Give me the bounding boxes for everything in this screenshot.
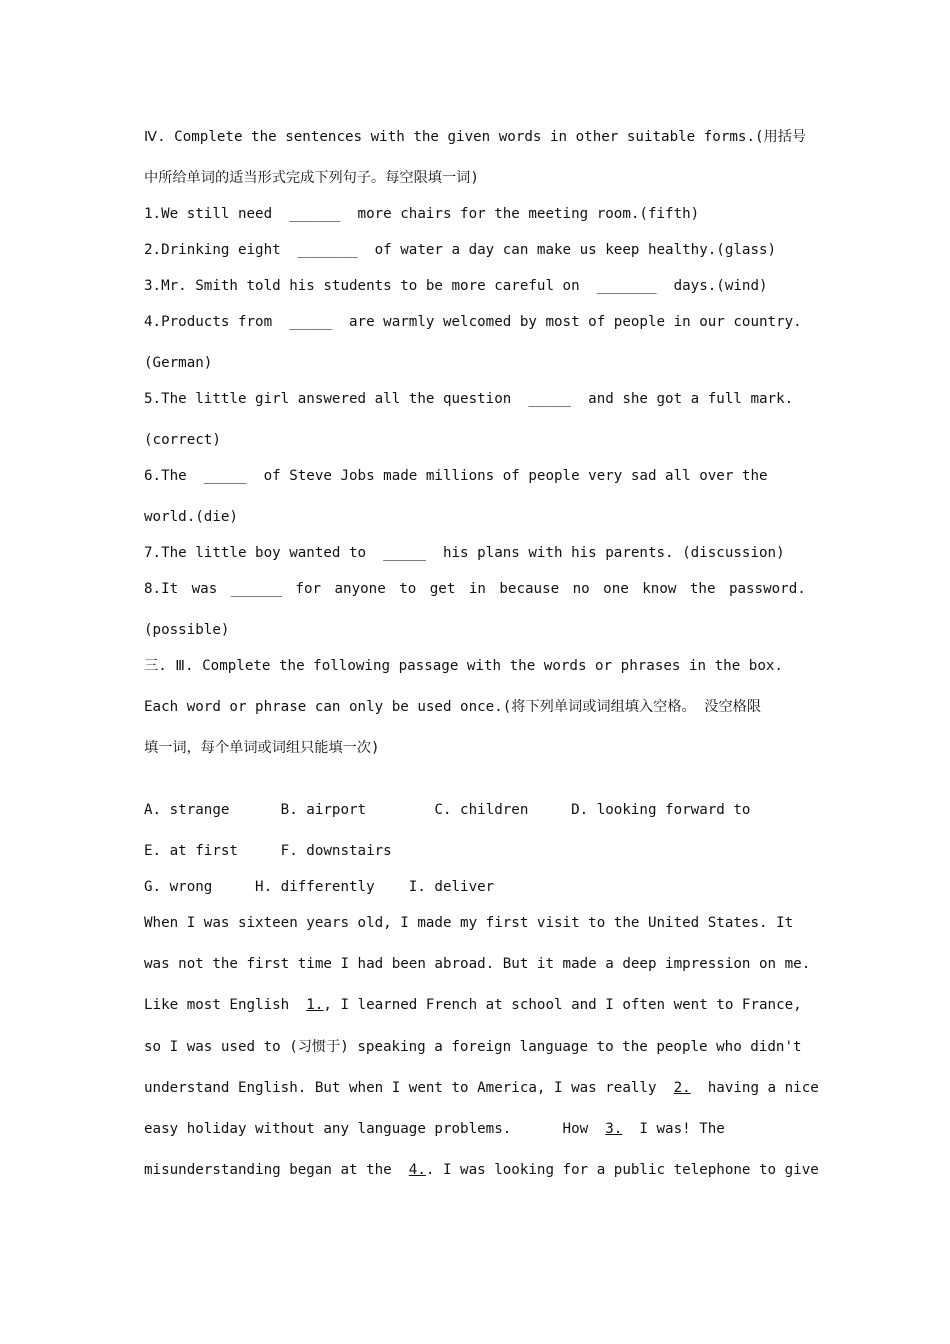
passage-text: having a nice [690, 1080, 819, 1096]
question-4: 4.Products from _____ are warmly welcomed by most of people in our country. [144, 314, 802, 330]
q8-word: because [499, 581, 560, 597]
q8-word: 8.It [144, 581, 179, 597]
blank-4: 4. [408, 1162, 426, 1178]
passage-line [144, 1119, 725, 1139]
word-box-row-2: E. at first F. downstairs [144, 843, 392, 859]
question-7: 7.The little boy wanted to _____ his plans with his parents. (discussion) [144, 545, 785, 561]
q8-word: get [429, 581, 456, 597]
question-6: 6.The _____ of Steve Jobs made millions of people very sad all over the [144, 468, 768, 484]
q8-word: was [191, 581, 218, 597]
blank-2: 2. [673, 1080, 691, 1096]
passage-text: easy holiday without any language problems. How [144, 1121, 606, 1137]
q8-word: anyone [334, 581, 386, 597]
section3-heading-cont2: 填一词，每个单词或词组只能填一次) [144, 740, 380, 756]
q8-word: ______ [230, 581, 282, 597]
passage-text: I was! The [622, 1121, 725, 1137]
passage-line: so I was used to (习惯于) speaking a foreign language to the people who didn't [144, 1039, 802, 1055]
passage-text: understand English. But when I went to America, I was really [144, 1080, 674, 1096]
question-5: 5.The little girl answered all the question _____ and she got a full mark. [144, 391, 794, 407]
q8-word: know [642, 581, 677, 597]
q8-word: the [689, 581, 716, 597]
section3-heading-cont: Each word or phrase can only be used once.(将下列单词或词组填入空格。 没空格限 [144, 699, 762, 715]
section4-heading-cont: 中所给单词的适当形式完成下列句子。每空限填一词) [144, 170, 479, 186]
passage-line [144, 1078, 819, 1098]
question-4-hint: (German) [144, 355, 213, 371]
q8-word: to [399, 581, 417, 597]
q8-word: in [468, 581, 486, 597]
question-5-hint: (correct) [144, 432, 221, 448]
q8-word: one [603, 581, 629, 597]
blank-3: 3. [605, 1121, 623, 1137]
question-8-hint: (possible) [144, 622, 230, 638]
question-6-hint: world.(die) [144, 509, 238, 525]
q8-word: no [572, 581, 590, 597]
passage-line: was not the first time I had been abroad. But it made a deep impression on me. [144, 956, 811, 972]
passage-line [144, 1160, 819, 1180]
q8-word: password. [728, 581, 806, 597]
passage-line [144, 995, 802, 1015]
question-1: 1.We still need ______ more chairs for the meeting room.(fifth) [144, 206, 700, 222]
passage-text: , I learned French at school and I often went to France, [323, 997, 802, 1013]
word-box-row-1: A. strange B. airport C. children D. looking forward to [144, 802, 751, 818]
section4-heading: Ⅳ. Complete the sentences with the given words in other suitable forms.(用括号 [144, 129, 807, 145]
passage-text: . I was looking for a public telephone to give [425, 1162, 819, 1178]
passage-text: misunderstanding began at the [144, 1162, 409, 1178]
question-3: 3.Mr. Smith told his students to be more careful on _______ days.(wind) [144, 278, 768, 294]
word-box-row-3: G. wrong H. differently I. deliver [144, 879, 495, 895]
question-2: 2.Drinking eight _______ of water a day can make us keep healthy.(glass) [144, 242, 777, 258]
passage-line: When I was sixteen years old, I made my first visit to the United States. It [144, 915, 794, 931]
blank-1: 1. [306, 997, 324, 1013]
section3-heading: 三. Ⅲ. Complete the following passage with the words or phrases in the box. [144, 658, 783, 674]
q8-word: for [295, 581, 322, 597]
question-8 [144, 579, 806, 599]
passage-text: Like most English [144, 997, 307, 1013]
